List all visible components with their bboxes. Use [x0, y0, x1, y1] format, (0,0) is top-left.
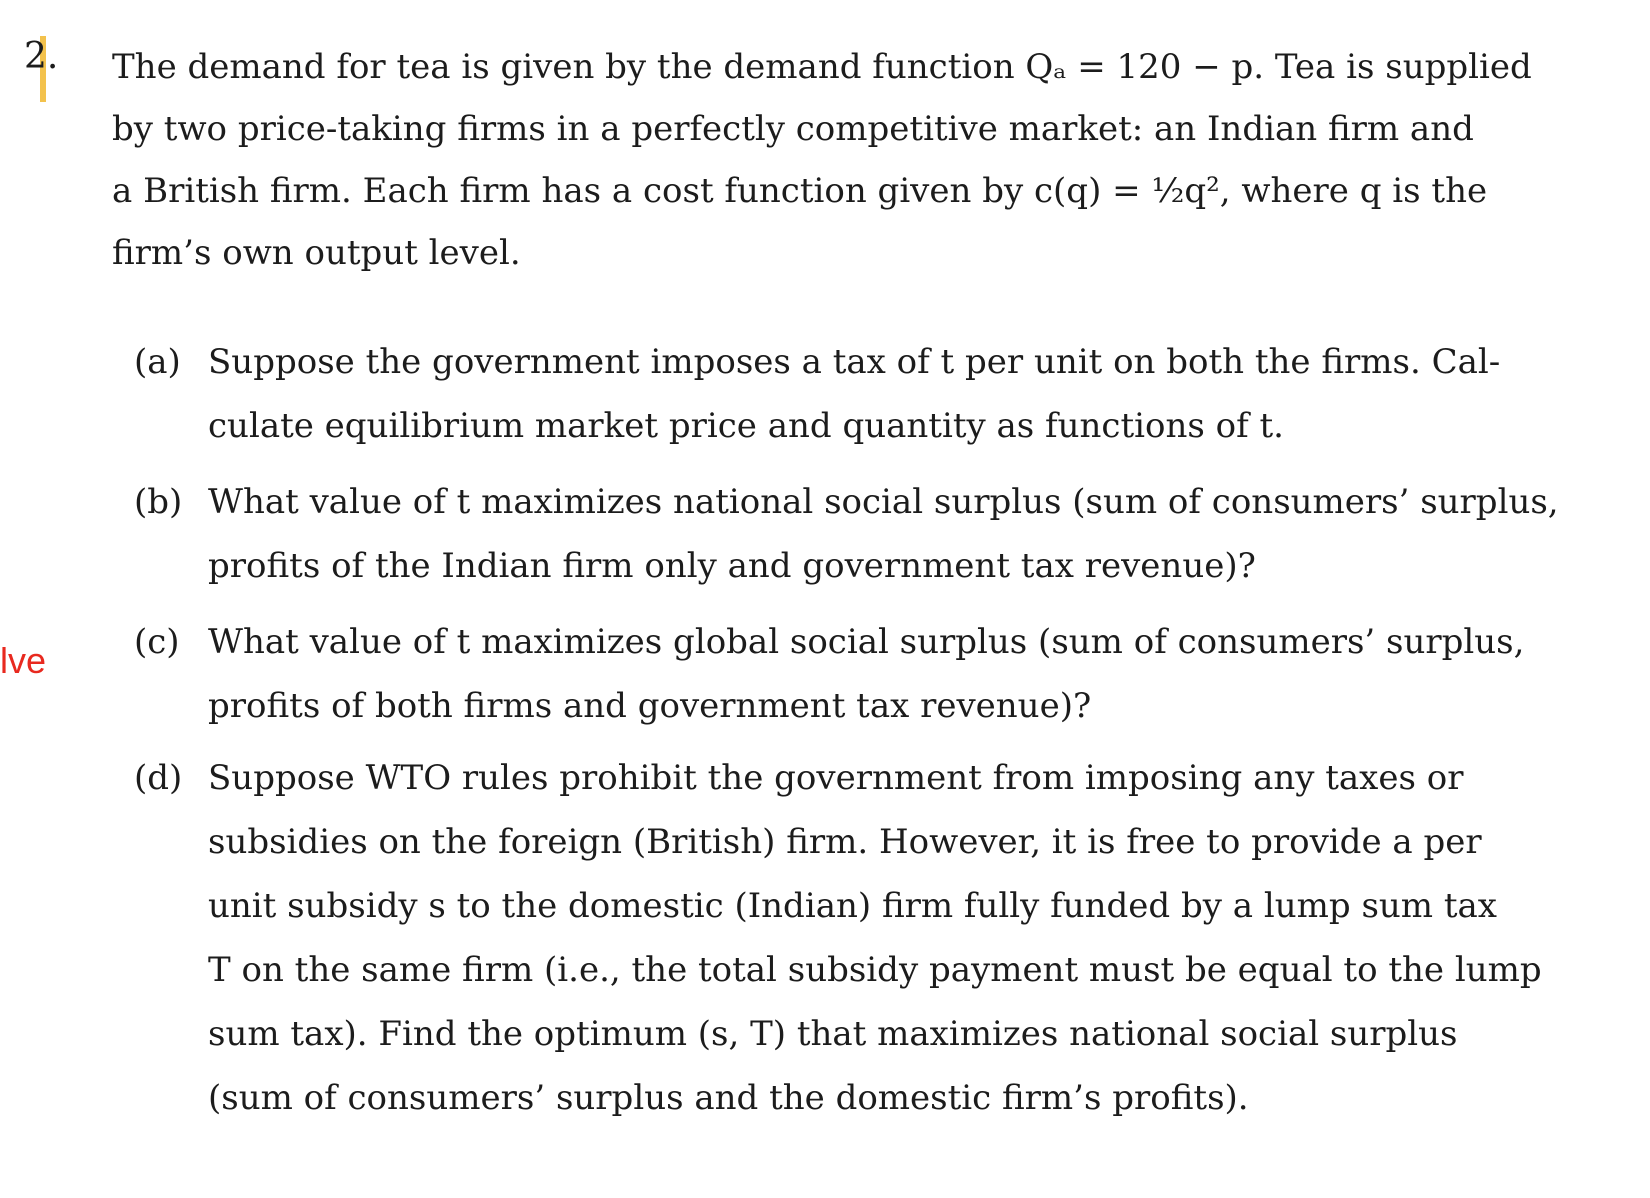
side-label: lve	[0, 640, 47, 681]
part-line: unit subsidy s to the domestic (Indian) firm fully funded by a lump sum tax	[208, 886, 1497, 926]
part-label: (b)	[134, 482, 183, 522]
part-line: What value of t maximizes global social surplus (sum of consumers’ surplus,	[208, 622, 1525, 662]
stem-line: The demand for tea is given by the demand function Qₐ = 120 − p. Tea is supplied	[112, 47, 1532, 87]
part-line: Suppose WTO rules prohibit the government from imposing any taxes or	[208, 758, 1464, 798]
part-line: profits of the Indian firm only and government tax revenue)?	[208, 546, 1256, 586]
part-label: (d)	[134, 758, 183, 798]
part-label: (c)	[134, 622, 180, 662]
stem-line: firm’s own output level.	[112, 233, 521, 273]
part-line: subsidies on the foreign (British) firm. However, it is free to provide a per	[208, 822, 1482, 862]
part-d	[134, 746, 1619, 1130]
part-line: sum tax). Find the optimum (s, T) that maximizes national social surplus	[208, 1014, 1458, 1054]
part-line: (sum of consumers’ surplus and the domestic firm’s profits).	[208, 1078, 1249, 1118]
stem-line: a British firm. Each firm has a cost function given by c(q) = ½q², where q is the	[112, 171, 1488, 211]
stem-line: by two price-taking firms in a perfectly competitive market: an Indian firm and	[112, 109, 1474, 149]
question-number: 2.	[24, 36, 59, 77]
part-line: T on the same firm (i.e., the total subsidy payment must be equal to the lump	[208, 950, 1542, 990]
part-a	[134, 330, 1619, 458]
part-b	[134, 470, 1619, 598]
part-label: (a)	[134, 342, 181, 382]
question-stem	[112, 36, 1612, 284]
part-line: profits of both firms and government tax revenue)?	[208, 686, 1092, 726]
part-c	[134, 610, 1619, 738]
part-line: Suppose the government imposes a tax of t per unit on both the firms. Cal-	[208, 342, 1501, 382]
part-line: What value of t maximizes national social surplus (sum of consumers’ surplus,	[208, 482, 1559, 522]
part-line: culate equilibrium market price and quantity as functions of t.	[208, 406, 1284, 446]
